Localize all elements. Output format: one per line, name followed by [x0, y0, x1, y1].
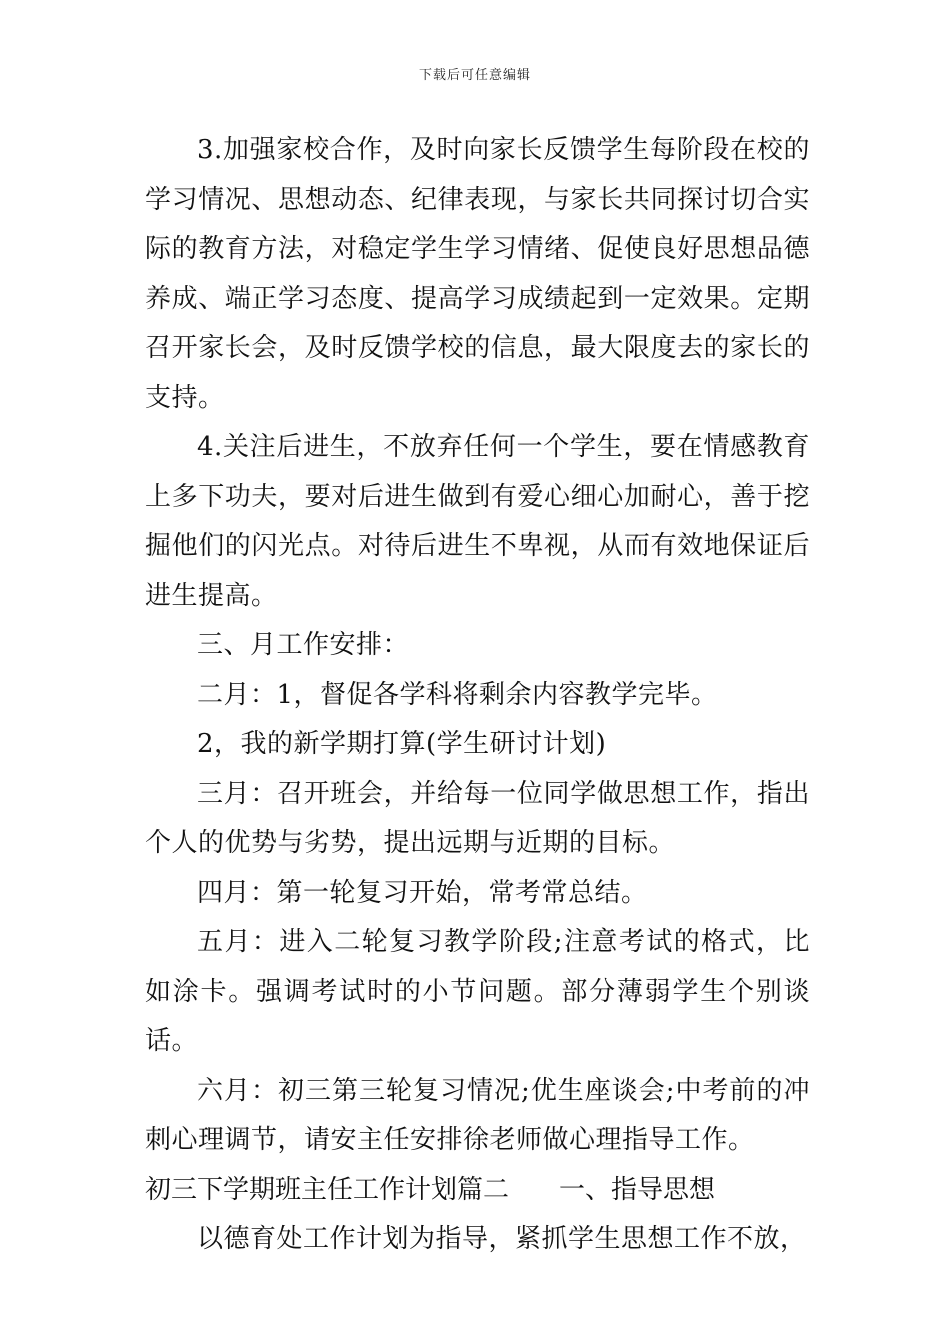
section-heading [145, 1166, 810, 1216]
paragraph-march: 三月：召开班会，并给每一位同学做思想工作，指出个人的优势与劣势，提出远期与近期的目标。 [145, 778, 810, 858]
page-header: 下载后可任意编辑 [418, 68, 531, 83]
paragraph-guiding-ideology: 以德育处工作计划为指导，紧抓学生思想工作不放， [197, 1224, 807, 1254]
paragraph-may: 五月：进入二轮复习教学阶段;注意考试的格式，比如涂卡。强调考试时的小节问题。部分薄弱学生个别谈话。 [145, 927, 810, 1056]
section-subheading: 一、指导思想 [559, 1174, 716, 1205]
paragraph-underachievers: 4.关注后进生，不放弃任何一个学生，要在情感教育上多下功夫，要对后进生做到有爱心细心加耐心，善于挖掘他们的闪光点。对待后进生不卑视，从而有效地保证后进生提高。 [145, 432, 810, 611]
paragraph-june: 六月：初三第三轮复习情况;优生座谈会;中考前的冲刺心理调节，请安主任安排徐老师做心理指导工作。 [145, 1075, 810, 1155]
document-body [145, 126, 810, 1265]
paragraph-february: 二月：1，督促各学科将剩余内容教学完毕。 [197, 679, 718, 710]
paragraph-april: 四月：第一轮复习开始，常考常总结。 [197, 877, 648, 908]
section-title: 初三下学期班主任工作计划篇二 [145, 1174, 510, 1205]
paragraph-home-school-cooperation: 3.加强家校合作，及时向家长反馈学生每阶段在校的学习情况、思想动态、纪律表现，与家长共同探讨切合实际的教育方法，对稳定学生学习情绪、促使良好思想品德养成、端正学习态度、提高学习成绩起到一定效果。定期召开家长会，及时反馈学校的信息，最大限度去的家长的支持。 [145, 135, 810, 413]
paragraph-february-item-2: 2，我的新学期打算(学生研讨计划) [197, 729, 607, 759]
paragraph-monthly-plan-heading: 三、月工作安排： [197, 630, 410, 660]
